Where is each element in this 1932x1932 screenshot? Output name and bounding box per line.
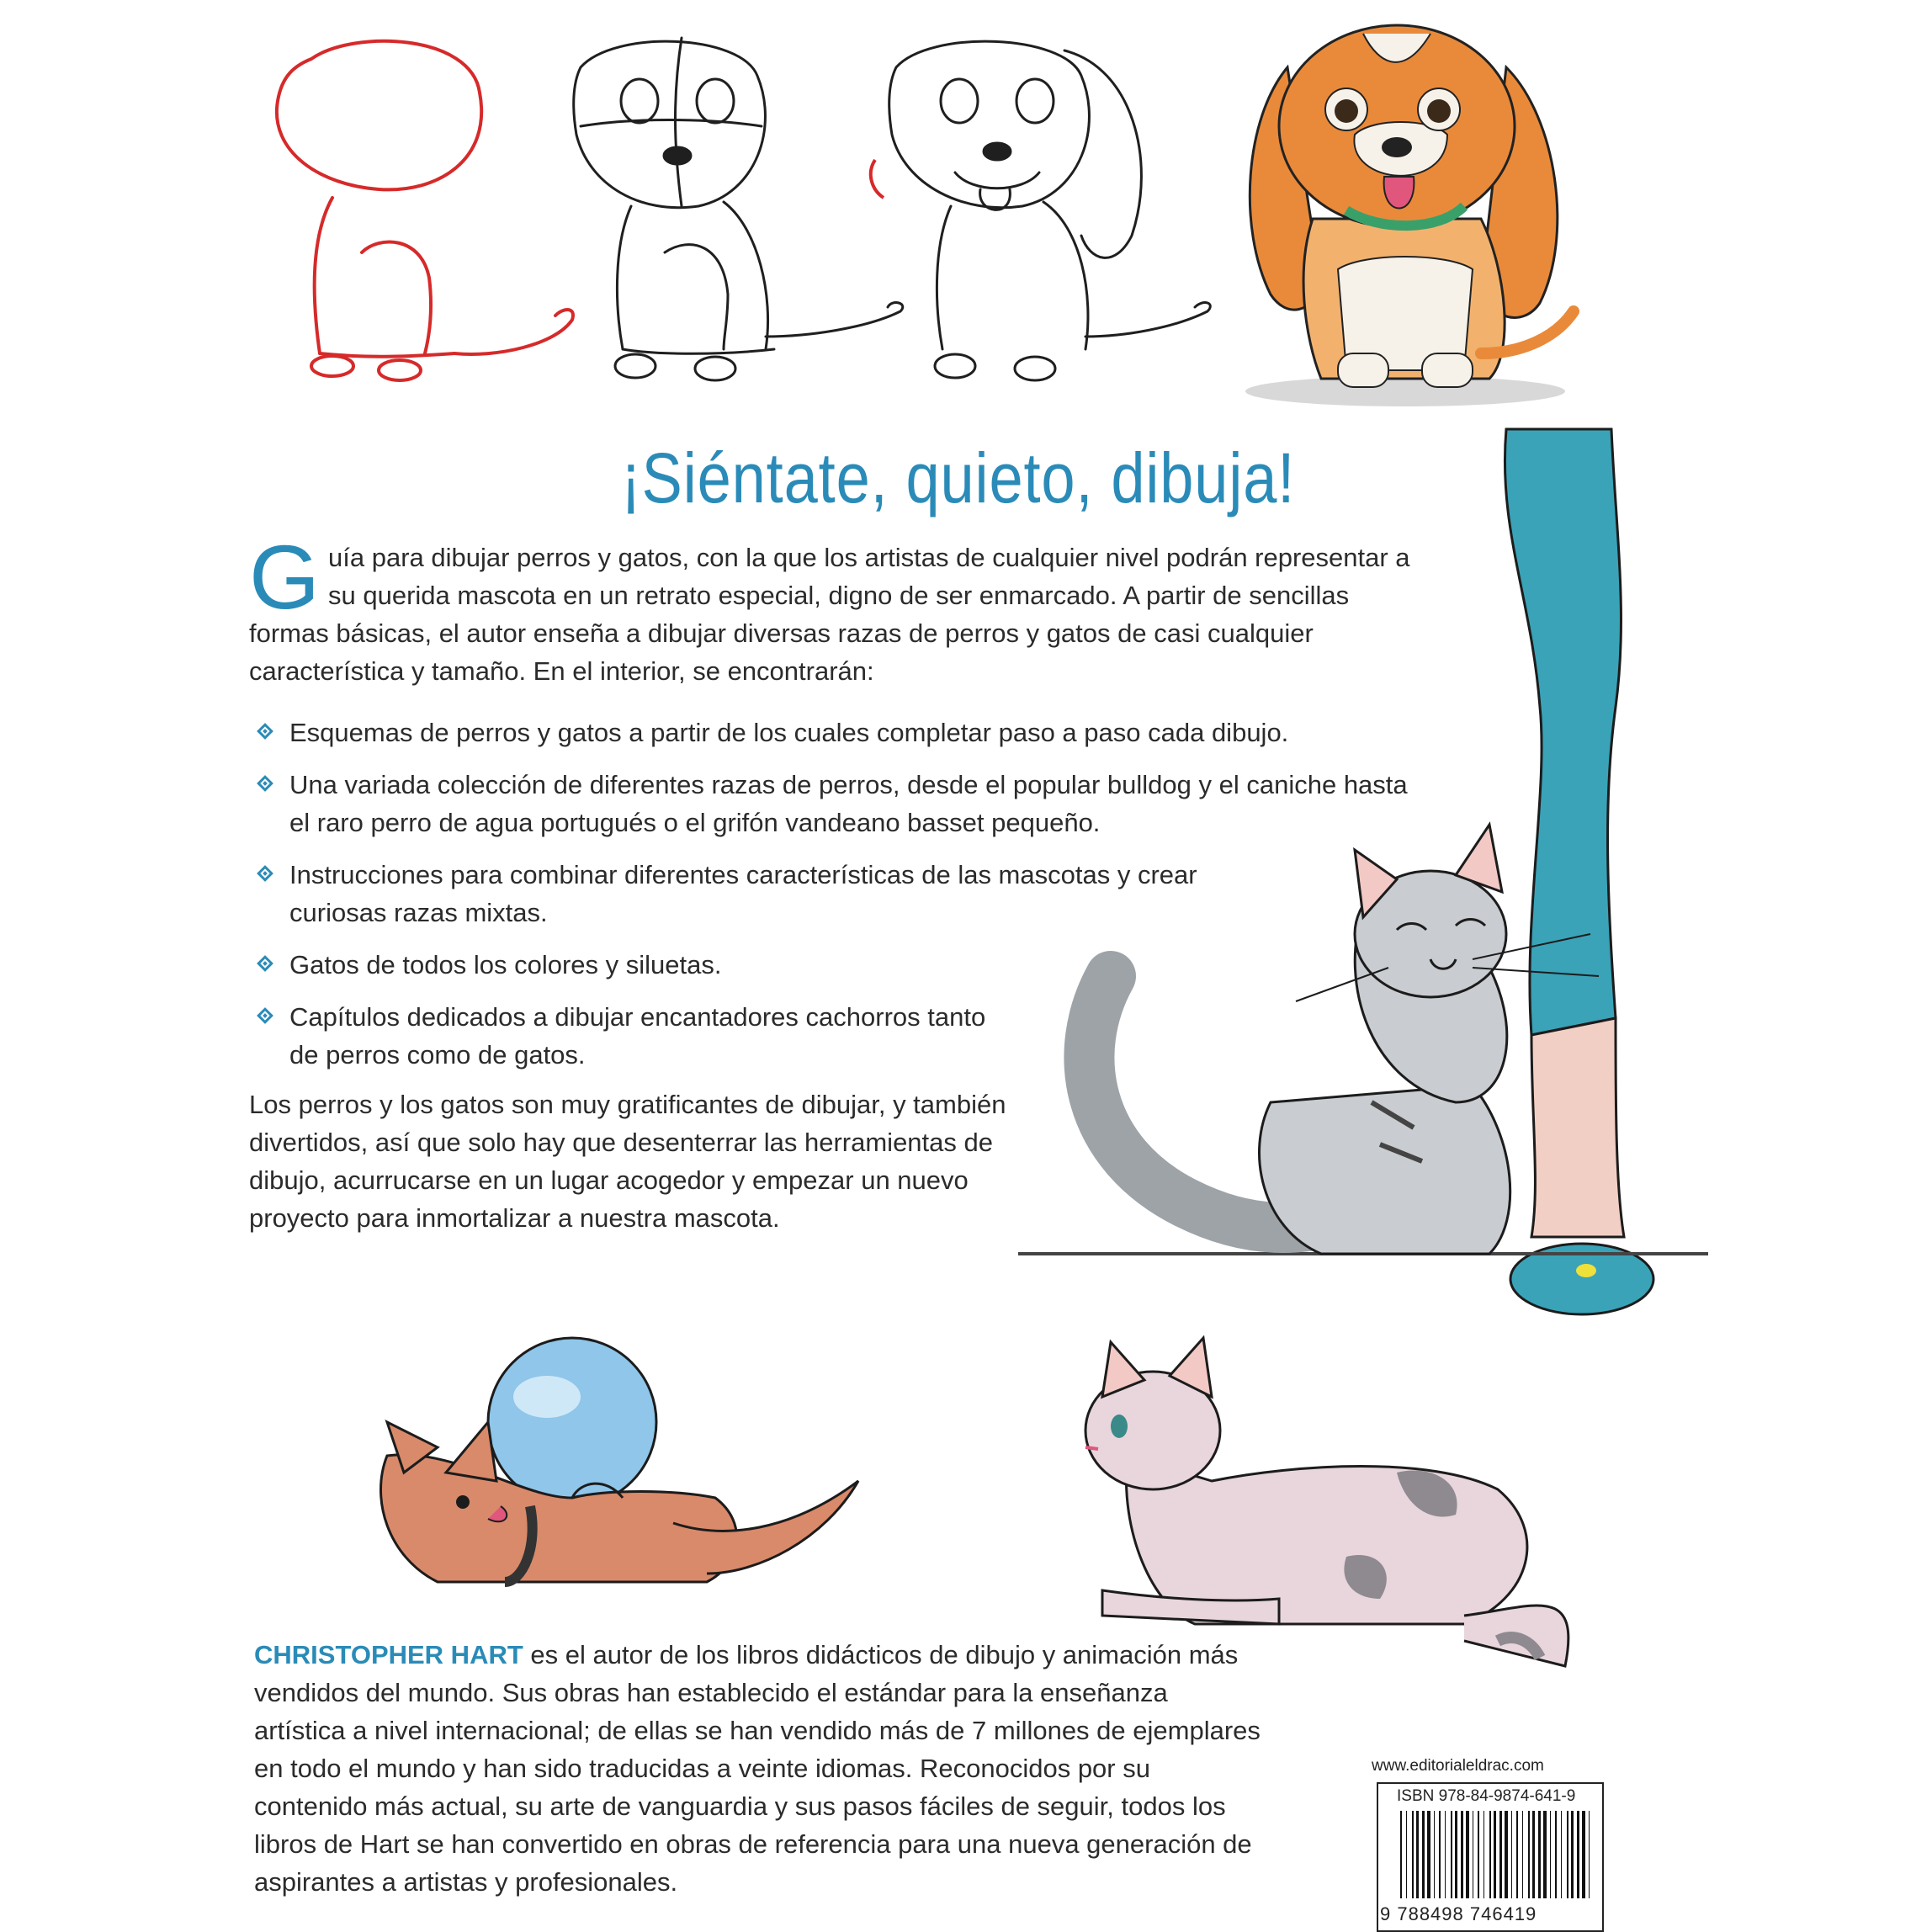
puppy-ball-icon — [353, 1330, 875, 1599]
spaniel-colored-icon — [1237, 17, 1599, 412]
author-name: CHRISTOPHER HART — [254, 1640, 523, 1669]
intro-paragraph — [249, 526, 1427, 690]
sketch-step3-icon — [879, 25, 1233, 395]
diamond-bullet-icon — [257, 865, 273, 882]
barcode-icon — [1397, 1811, 1595, 1902]
list-item: Gatos de todos los colores y siluetas. — [252, 946, 1430, 984]
drop-cap: G — [249, 526, 321, 628]
diamond-bullet-icon — [257, 775, 273, 792]
lying-cat-icon — [1027, 1346, 1590, 1683]
diamond-bullet-icon — [257, 723, 273, 740]
author-bio — [254, 1636, 1264, 1901]
grey-cat-icon — [1018, 833, 1708, 1355]
bio-text: es el autor de los libros didácticos de dibujo y animación más vendidos del mundo. Sus obras han establecido el estándar para la enseñanza artística a nivel internacional; de ellas se han vendido más de 7 millones de ejemplares en todo el mundo y han sido traducidas a veinte idiomas. Reconocidos por su contenido más actual, su arte de vanguardia y sus pasos fáciles de seguir, todos los libros de Hart se han convertido en obras de referencia para una nueva generación de aspirantes a artistas y profesionales. — [254, 1640, 1261, 1897]
sketch-step2-icon — [555, 25, 934, 395]
list-item: Capítulos dedicados a dibujar encantadores cachorros tanto de perros como de gatos. — [252, 998, 1013, 1074]
diamond-bullet-icon — [257, 1007, 273, 1024]
list-item: Instrucciones para combinar diferentes características de las mascotas y crear curiosas razas mixtas. — [252, 856, 1240, 932]
list-item: Una variada colección de diferentes razas de perros, desde el popular bulldog y el caniche hasta el raro perro de agua portugués o el grifón vandeano basset pequeño. — [252, 766, 1409, 841]
list-item: Esquemas de perros y gatos a partir de los cuales completar paso a paso cada dibujo. — [252, 714, 1430, 751]
isbn-label: ISBN 978-84-9874-641-9 — [1397, 1787, 1576, 1805]
page-title: ¡Siéntate, quieto, dibuja! — [620, 438, 1296, 518]
closing-paragraph: Los perros y los gatos son muy gratificantes de dibujar, y también divertidos, así que solo hay que desenterrar las herramientas de dibujo, acurrucarse en un lugar acogedor y empezar un nuevo proyecto para inmortalizar a nuestra mascota. — [249, 1090, 1006, 1233]
barcode-number: 9 788498 746419 — [1380, 1903, 1537, 1924]
publisher-website[interactable]: www.editorialeldrac.com — [1372, 1757, 1544, 1775]
diamond-bullet-icon — [257, 955, 273, 972]
intro-text: uía para dibujar perros y gatos, con la que los artistas de cualquier nivel podrán representar a su querida mascota en un retrato especial, digno de ser enmarcado. A partir de sencillas formas básicas, el autor enseña a dibujar diversas razas de perros y gatos de casi cualquier característica y tamaño. En el interior, se encontrarán: — [249, 543, 1410, 686]
